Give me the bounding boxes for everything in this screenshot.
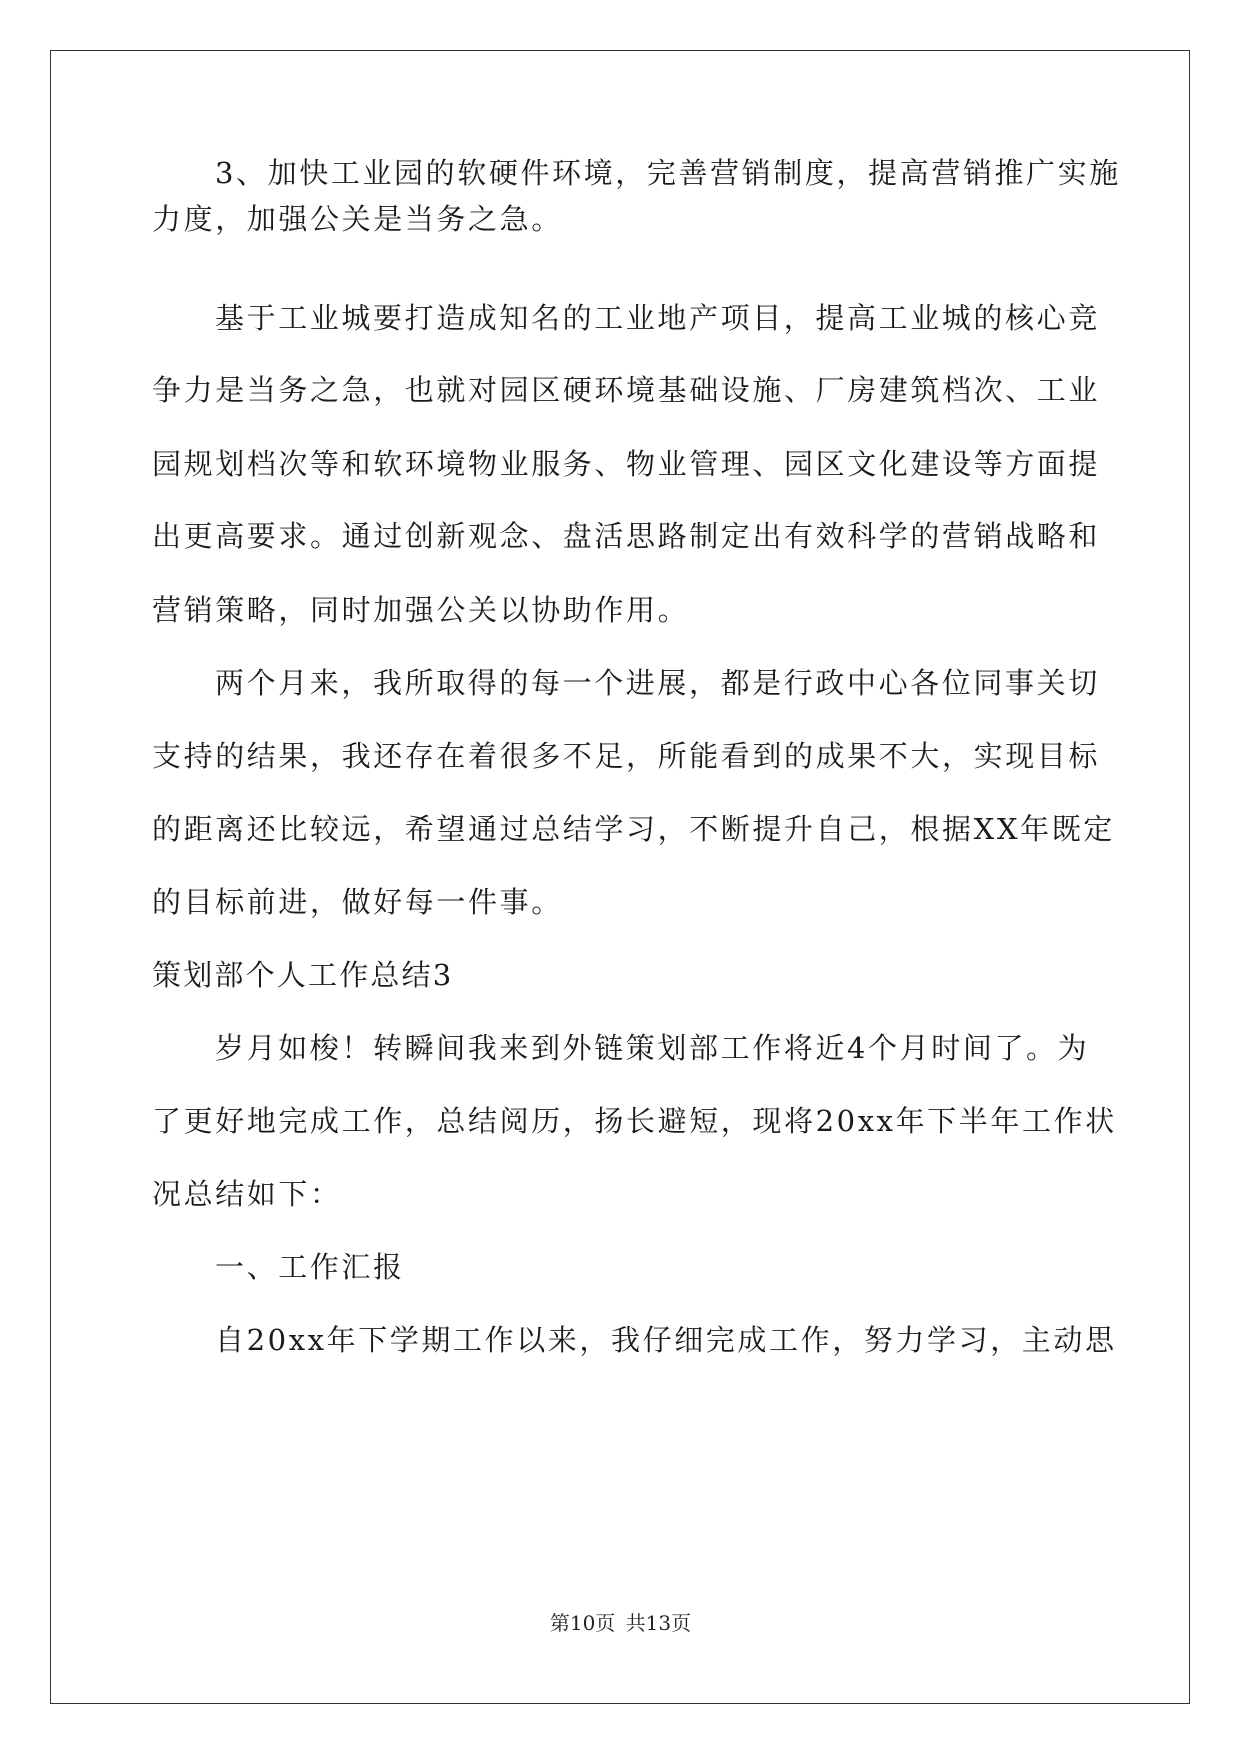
paragraph-line: 出更高要求。通过创新观念、盘活思路制定出有效科学的营销战略和	[152, 519, 1101, 553]
paragraph-line: 园规划档次等和软环境物业服务、物业管理、园区文化建设等方面提	[152, 447, 1101, 481]
paragraph-line: 况总结如下：	[152, 1177, 342, 1211]
paragraph-line: 了更好地完成工作，总结阅历，扬长避短，现将20xx年下半年工作状	[152, 1104, 1117, 1138]
page-total: 共13页	[625, 1611, 692, 1635]
paragraph-line: 争力是当务之急，也就对园区硬环境基础设施、厂房建筑档次、工业	[152, 373, 1101, 407]
section-heading: 策划部个人工作总结3	[152, 958, 454, 992]
paragraph-line: 的目标前进，做好每一件事。	[152, 885, 563, 919]
paragraph-line: 自20xx年下学期工作以来，我仔细完成工作，努力学习，主动思	[215, 1323, 1117, 1357]
subsection-heading: 一、工作汇报	[215, 1250, 405, 1284]
paragraph-line: 岁月如梭！转瞬间我来到外链策划部工作将近4个月时间了。为	[215, 1031, 1090, 1065]
page-number: 第10页	[549, 1611, 616, 1635]
page-footer	[0, 1610, 1241, 1636]
paragraph-line: 3、加快工业园的软硬件环境，完善营销制度，提高营销推广实施	[215, 156, 1121, 190]
paragraph-line: 两个月来，我所取得的每一个进展，都是行政中心各位同事关切	[215, 666, 1100, 700]
paragraph-line: 支持的结果，我还存在着很多不足，所能看到的成果不大，实现目标	[152, 739, 1101, 773]
paragraph-line: 力度，加强公关是当务之急。	[152, 202, 563, 236]
paragraph-line: 基于工业城要打造成知名的工业地产项目，提高工业城的核心竞	[215, 301, 1100, 335]
paragraph-line: 营销策略，同时加强公关以协助作用。	[152, 593, 690, 627]
paragraph-line: 的距离还比较远，希望通过总结学习，不断提升自己，根据XX年既定	[152, 812, 1115, 846]
